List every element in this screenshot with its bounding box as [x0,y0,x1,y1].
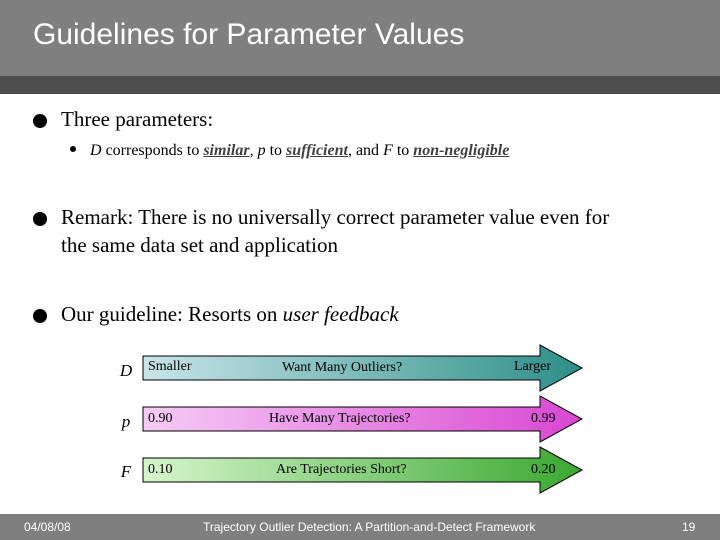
slide-title: Guidelines for Parameter Values [33,18,465,51]
footer-date: 04/08/08 [24,520,71,534]
scale-right-d: Larger [514,359,552,374]
emph-non-negligible: non-negligible [413,142,510,159]
scale-left-p: 0.90 [148,411,173,426]
scale-param-d: D [119,361,133,380]
scale-right-f: 0.20 [531,462,556,477]
bullet-text-line1: Remark: There is no universally correct parameter value even for [61,205,610,229]
bullet-text-line2: the same data set and application [61,233,338,257]
sub-text: to [392,142,414,159]
emph-similar: similar [203,142,250,159]
sub-text: , and [347,142,384,159]
scale-right-p: 0.99 [531,411,556,426]
scale-left-d: Smaller [148,359,192,374]
guideline-prefix: Our guideline: Resorts on [61,302,283,326]
scale-question-d: Want Many Outliers? [282,360,403,375]
scale-question-f: Are Trajectories Short? [276,462,407,477]
footer-title: Trajectory Outlier Detection: A Partition-and-Detect Framework [203,520,536,534]
bullet-text: Three parameters: [61,107,214,131]
sub-text: to [265,142,287,159]
emph-sufficient: sufficient [286,142,348,159]
scale-param-f: F [120,462,132,481]
param-f-symbol: F [383,142,393,159]
guideline-emph: user feedback [282,302,399,326]
scale-param-p: p [121,412,131,431]
footer-page-number: 19 [682,520,696,534]
param-p-symbol: p [257,142,266,159]
scale-question-p: Have Many Trajectories? [269,411,411,426]
param-d-symbol: D [90,142,102,159]
sub-text: corresponds to [101,142,204,159]
sub-text: , [249,142,258,159]
scale-left-f: 0.10 [148,462,173,477]
